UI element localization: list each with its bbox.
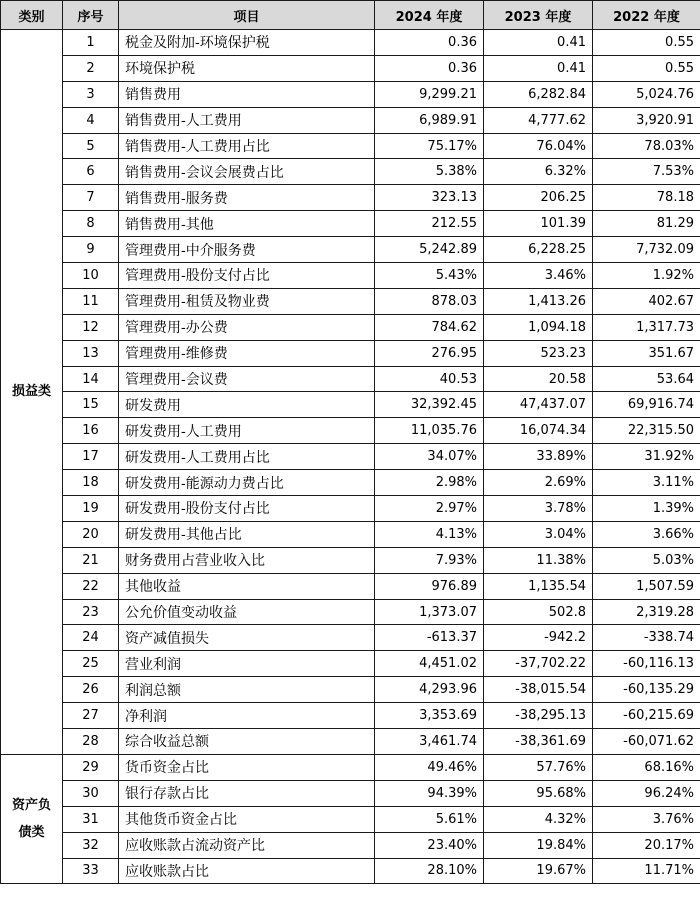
value-2024-cell: -613.37 xyxy=(375,625,484,651)
value-2022-cell: 68.16% xyxy=(593,754,700,780)
index-cell: 14 xyxy=(63,366,119,392)
value-2022-cell: 0.55 xyxy=(593,30,700,56)
value-2024-cell: 0.36 xyxy=(375,30,484,56)
value-2022-cell: 78.18 xyxy=(593,185,700,211)
value-2022-cell: 7,732.09 xyxy=(593,237,700,263)
table-row xyxy=(1,832,700,858)
value-2024-cell: 40.53 xyxy=(375,366,484,392)
value-2022-cell: 5.03% xyxy=(593,547,700,573)
item-cell: 银行存款占比 xyxy=(119,780,375,806)
value-2022-cell: 3,920.91 xyxy=(593,107,700,133)
index-cell: 27 xyxy=(63,703,119,729)
value-2022-cell: 22,315.50 xyxy=(593,418,700,444)
value-2023-cell: 4,777.62 xyxy=(484,107,593,133)
value-2024-cell: 34.07% xyxy=(375,444,484,470)
header-index: 序号 xyxy=(63,1,119,30)
value-2022-cell: -60,135.29 xyxy=(593,677,700,703)
table-row xyxy=(1,133,700,159)
table-row xyxy=(1,754,700,780)
value-2023-cell: -38,361.69 xyxy=(484,729,593,755)
value-2024-cell: 5.61% xyxy=(375,806,484,832)
value-2022-cell: 1.39% xyxy=(593,496,700,522)
value-2024-cell: 784.62 xyxy=(375,314,484,340)
value-2022-cell: 78.03% xyxy=(593,133,700,159)
value-2022-cell: 3.11% xyxy=(593,470,700,496)
index-cell: 10 xyxy=(63,263,119,289)
value-2023-cell: 1,413.26 xyxy=(484,288,593,314)
value-2022-cell: 5,024.76 xyxy=(593,81,700,107)
item-cell: 环境保护税 xyxy=(119,55,375,81)
value-2024-cell: 75.17% xyxy=(375,133,484,159)
item-cell: 管理费用-会议费 xyxy=(119,366,375,392)
value-2023-cell: 3.04% xyxy=(484,521,593,547)
value-2022-cell: 96.24% xyxy=(593,780,700,806)
item-cell: 销售费用 xyxy=(119,81,375,107)
value-2023-cell: 20.58 xyxy=(484,366,593,392)
table-row xyxy=(1,858,700,884)
table-row xyxy=(1,418,700,444)
table-header xyxy=(1,1,700,30)
index-cell: 16 xyxy=(63,418,119,444)
table-row xyxy=(1,159,700,185)
item-cell: 其他收益 xyxy=(119,573,375,599)
table-row xyxy=(1,806,700,832)
value-2022-cell: 351.67 xyxy=(593,340,700,366)
value-2023-cell: 19.84% xyxy=(484,832,593,858)
value-2023-cell: -942.2 xyxy=(484,625,593,651)
item-cell: 利润总额 xyxy=(119,677,375,703)
value-2023-cell: 3.78% xyxy=(484,496,593,522)
item-cell: 研发费用-股份支付占比 xyxy=(119,496,375,522)
value-2024-cell: 28.10% xyxy=(375,858,484,884)
value-2024-cell: 323.13 xyxy=(375,185,484,211)
table-row xyxy=(1,55,700,81)
value-2022-cell: -60,215.69 xyxy=(593,703,700,729)
table-row xyxy=(1,599,700,625)
category-cell: 资产负债类 xyxy=(1,754,63,883)
value-2023-cell: 3.46% xyxy=(484,263,593,289)
index-cell: 25 xyxy=(63,651,119,677)
item-cell: 销售费用-人工费用 xyxy=(119,107,375,133)
index-cell: 1 xyxy=(63,30,119,56)
table-row xyxy=(1,237,700,263)
index-cell: 12 xyxy=(63,314,119,340)
index-cell: 24 xyxy=(63,625,119,651)
index-cell: 21 xyxy=(63,547,119,573)
index-cell: 19 xyxy=(63,496,119,522)
index-cell: 13 xyxy=(63,340,119,366)
value-2024-cell: 9,299.21 xyxy=(375,81,484,107)
table-row xyxy=(1,185,700,211)
value-2023-cell: 523.23 xyxy=(484,340,593,366)
value-2023-cell: 95.68% xyxy=(484,780,593,806)
table-row xyxy=(1,651,700,677)
value-2022-cell: 0.55 xyxy=(593,55,700,81)
item-cell: 销售费用-人工费用占比 xyxy=(119,133,375,159)
value-2022-cell: 7.53% xyxy=(593,159,700,185)
value-2023-cell: 11.38% xyxy=(484,547,593,573)
table-body xyxy=(1,30,700,884)
index-cell: 18 xyxy=(63,470,119,496)
value-2023-cell: 33.89% xyxy=(484,444,593,470)
index-cell: 2 xyxy=(63,55,119,81)
value-2023-cell: 502.8 xyxy=(484,599,593,625)
header-row xyxy=(1,1,700,30)
value-2022-cell: 81.29 xyxy=(593,211,700,237)
index-cell: 6 xyxy=(63,159,119,185)
item-cell: 营业利润 xyxy=(119,651,375,677)
item-cell: 应收账款占比 xyxy=(119,858,375,884)
header-2022: 2022 年度 xyxy=(593,1,700,30)
category-cell: 损益类 xyxy=(1,30,63,755)
item-cell: 税金及附加-环境保护税 xyxy=(119,30,375,56)
value-2023-cell: 0.41 xyxy=(484,30,593,56)
item-cell: 销售费用-服务费 xyxy=(119,185,375,211)
table-row xyxy=(1,444,700,470)
item-cell: 研发费用-能源动力费占比 xyxy=(119,470,375,496)
value-2024-cell: 7.93% xyxy=(375,547,484,573)
index-cell: 28 xyxy=(63,729,119,755)
index-cell: 29 xyxy=(63,754,119,780)
item-cell: 管理费用-维修费 xyxy=(119,340,375,366)
table-row xyxy=(1,703,700,729)
header-2024: 2024 年度 xyxy=(375,1,484,30)
index-cell: 4 xyxy=(63,107,119,133)
value-2024-cell: 3,353.69 xyxy=(375,703,484,729)
item-cell: 综合收益总额 xyxy=(119,729,375,755)
value-2022-cell: -60,071.62 xyxy=(593,729,700,755)
value-2022-cell: 3.76% xyxy=(593,806,700,832)
table-row xyxy=(1,340,700,366)
index-cell: 30 xyxy=(63,780,119,806)
table-row xyxy=(1,625,700,651)
index-cell: 23 xyxy=(63,599,119,625)
value-2022-cell: -338.74 xyxy=(593,625,700,651)
table-row xyxy=(1,677,700,703)
value-2022-cell: 402.67 xyxy=(593,288,700,314)
table-row xyxy=(1,107,700,133)
table-row xyxy=(1,288,700,314)
item-cell: 应收账款占流动资产比 xyxy=(119,832,375,858)
table-row xyxy=(1,392,700,418)
value-2022-cell: 1,317.73 xyxy=(593,314,700,340)
value-2023-cell: 57.76% xyxy=(484,754,593,780)
value-2023-cell: 6,228.25 xyxy=(484,237,593,263)
value-2024-cell: 6,989.91 xyxy=(375,107,484,133)
value-2022-cell: 2,319.28 xyxy=(593,599,700,625)
value-2022-cell: 11.71% xyxy=(593,858,700,884)
value-2024-cell: 2.97% xyxy=(375,496,484,522)
table-row xyxy=(1,496,700,522)
value-2023-cell: 19.67% xyxy=(484,858,593,884)
value-2024-cell: 0.36 xyxy=(375,55,484,81)
value-2024-cell: 4,451.02 xyxy=(375,651,484,677)
table-row xyxy=(1,521,700,547)
value-2024-cell: 276.95 xyxy=(375,340,484,366)
value-2023-cell: 47,437.07 xyxy=(484,392,593,418)
value-2024-cell: 11,035.76 xyxy=(375,418,484,444)
header-item: 项目 xyxy=(119,1,375,30)
value-2024-cell: 976.89 xyxy=(375,573,484,599)
value-2023-cell: 76.04% xyxy=(484,133,593,159)
index-cell: 20 xyxy=(63,521,119,547)
value-2024-cell: 2.98% xyxy=(375,470,484,496)
table-row xyxy=(1,81,700,107)
index-cell: 33 xyxy=(63,858,119,884)
item-cell: 财务费用占营业收入比 xyxy=(119,547,375,573)
index-cell: 17 xyxy=(63,444,119,470)
value-2023-cell: -38,015.54 xyxy=(484,677,593,703)
value-2024-cell: 5,242.89 xyxy=(375,237,484,263)
table-row xyxy=(1,211,700,237)
value-2024-cell: 49.46% xyxy=(375,754,484,780)
index-cell: 32 xyxy=(63,832,119,858)
value-2022-cell: 1,507.59 xyxy=(593,573,700,599)
value-2022-cell: 31.92% xyxy=(593,444,700,470)
index-cell: 11 xyxy=(63,288,119,314)
item-cell: 管理费用-中介服务费 xyxy=(119,237,375,263)
value-2024-cell: 23.40% xyxy=(375,832,484,858)
table-row xyxy=(1,729,700,755)
value-2023-cell: 101.39 xyxy=(484,211,593,237)
item-cell: 研发费用-人工费用 xyxy=(119,418,375,444)
index-cell: 9 xyxy=(63,237,119,263)
table-row xyxy=(1,573,700,599)
index-cell: 8 xyxy=(63,211,119,237)
table-row xyxy=(1,314,700,340)
value-2024-cell: 878.03 xyxy=(375,288,484,314)
index-cell: 22 xyxy=(63,573,119,599)
item-cell: 销售费用-其他 xyxy=(119,211,375,237)
header-2023: 2023 年度 xyxy=(484,1,593,30)
value-2024-cell: 5.38% xyxy=(375,159,484,185)
value-2023-cell: 206.25 xyxy=(484,185,593,211)
item-cell: 研发费用-其他占比 xyxy=(119,521,375,547)
value-2024-cell: 1,373.07 xyxy=(375,599,484,625)
item-cell: 净利润 xyxy=(119,703,375,729)
value-2023-cell: 1,135.54 xyxy=(484,573,593,599)
item-cell: 公允价值变动收益 xyxy=(119,599,375,625)
value-2024-cell: 4.13% xyxy=(375,521,484,547)
item-cell: 管理费用-租赁及物业费 xyxy=(119,288,375,314)
item-cell: 销售费用-会议会展费占比 xyxy=(119,159,375,185)
value-2022-cell: -60,116.13 xyxy=(593,651,700,677)
value-2024-cell: 94.39% xyxy=(375,780,484,806)
item-cell: 研发费用 xyxy=(119,392,375,418)
value-2024-cell: 4,293.96 xyxy=(375,677,484,703)
index-cell: 15 xyxy=(63,392,119,418)
item-cell: 其他货币资金占比 xyxy=(119,806,375,832)
header-category: 类别 xyxy=(1,1,63,30)
table-row xyxy=(1,30,700,56)
value-2024-cell: 5.43% xyxy=(375,263,484,289)
value-2023-cell: 1,094.18 xyxy=(484,314,593,340)
value-2022-cell: 1.92% xyxy=(593,263,700,289)
value-2024-cell: 32,392.45 xyxy=(375,392,484,418)
index-cell: 26 xyxy=(63,677,119,703)
index-cell: 31 xyxy=(63,806,119,832)
index-cell: 7 xyxy=(63,185,119,211)
value-2024-cell: 3,461.74 xyxy=(375,729,484,755)
item-cell: 研发费用-人工费用占比 xyxy=(119,444,375,470)
value-2024-cell: 212.55 xyxy=(375,211,484,237)
item-cell: 管理费用-股份支付占比 xyxy=(119,263,375,289)
item-cell: 资产减值损失 xyxy=(119,625,375,651)
value-2022-cell: 69,916.74 xyxy=(593,392,700,418)
value-2022-cell: 3.66% xyxy=(593,521,700,547)
value-2023-cell: -37,702.22 xyxy=(484,651,593,677)
value-2022-cell: 20.17% xyxy=(593,832,700,858)
table-row xyxy=(1,547,700,573)
value-2023-cell: 16,074.34 xyxy=(484,418,593,444)
item-cell: 管理费用-办公费 xyxy=(119,314,375,340)
index-cell: 5 xyxy=(63,133,119,159)
item-cell: 货币资金占比 xyxy=(119,754,375,780)
table-row xyxy=(1,366,700,392)
value-2023-cell: 4.32% xyxy=(484,806,593,832)
value-2023-cell: 6.32% xyxy=(484,159,593,185)
value-2023-cell: 0.41 xyxy=(484,55,593,81)
table-row xyxy=(1,263,700,289)
index-cell: 3 xyxy=(63,81,119,107)
table-row xyxy=(1,470,700,496)
table-row xyxy=(1,780,700,806)
value-2022-cell: 53.64 xyxy=(593,366,700,392)
value-2023-cell: 2.69% xyxy=(484,470,593,496)
value-2023-cell: -38,295.13 xyxy=(484,703,593,729)
value-2023-cell: 6,282.84 xyxy=(484,81,593,107)
